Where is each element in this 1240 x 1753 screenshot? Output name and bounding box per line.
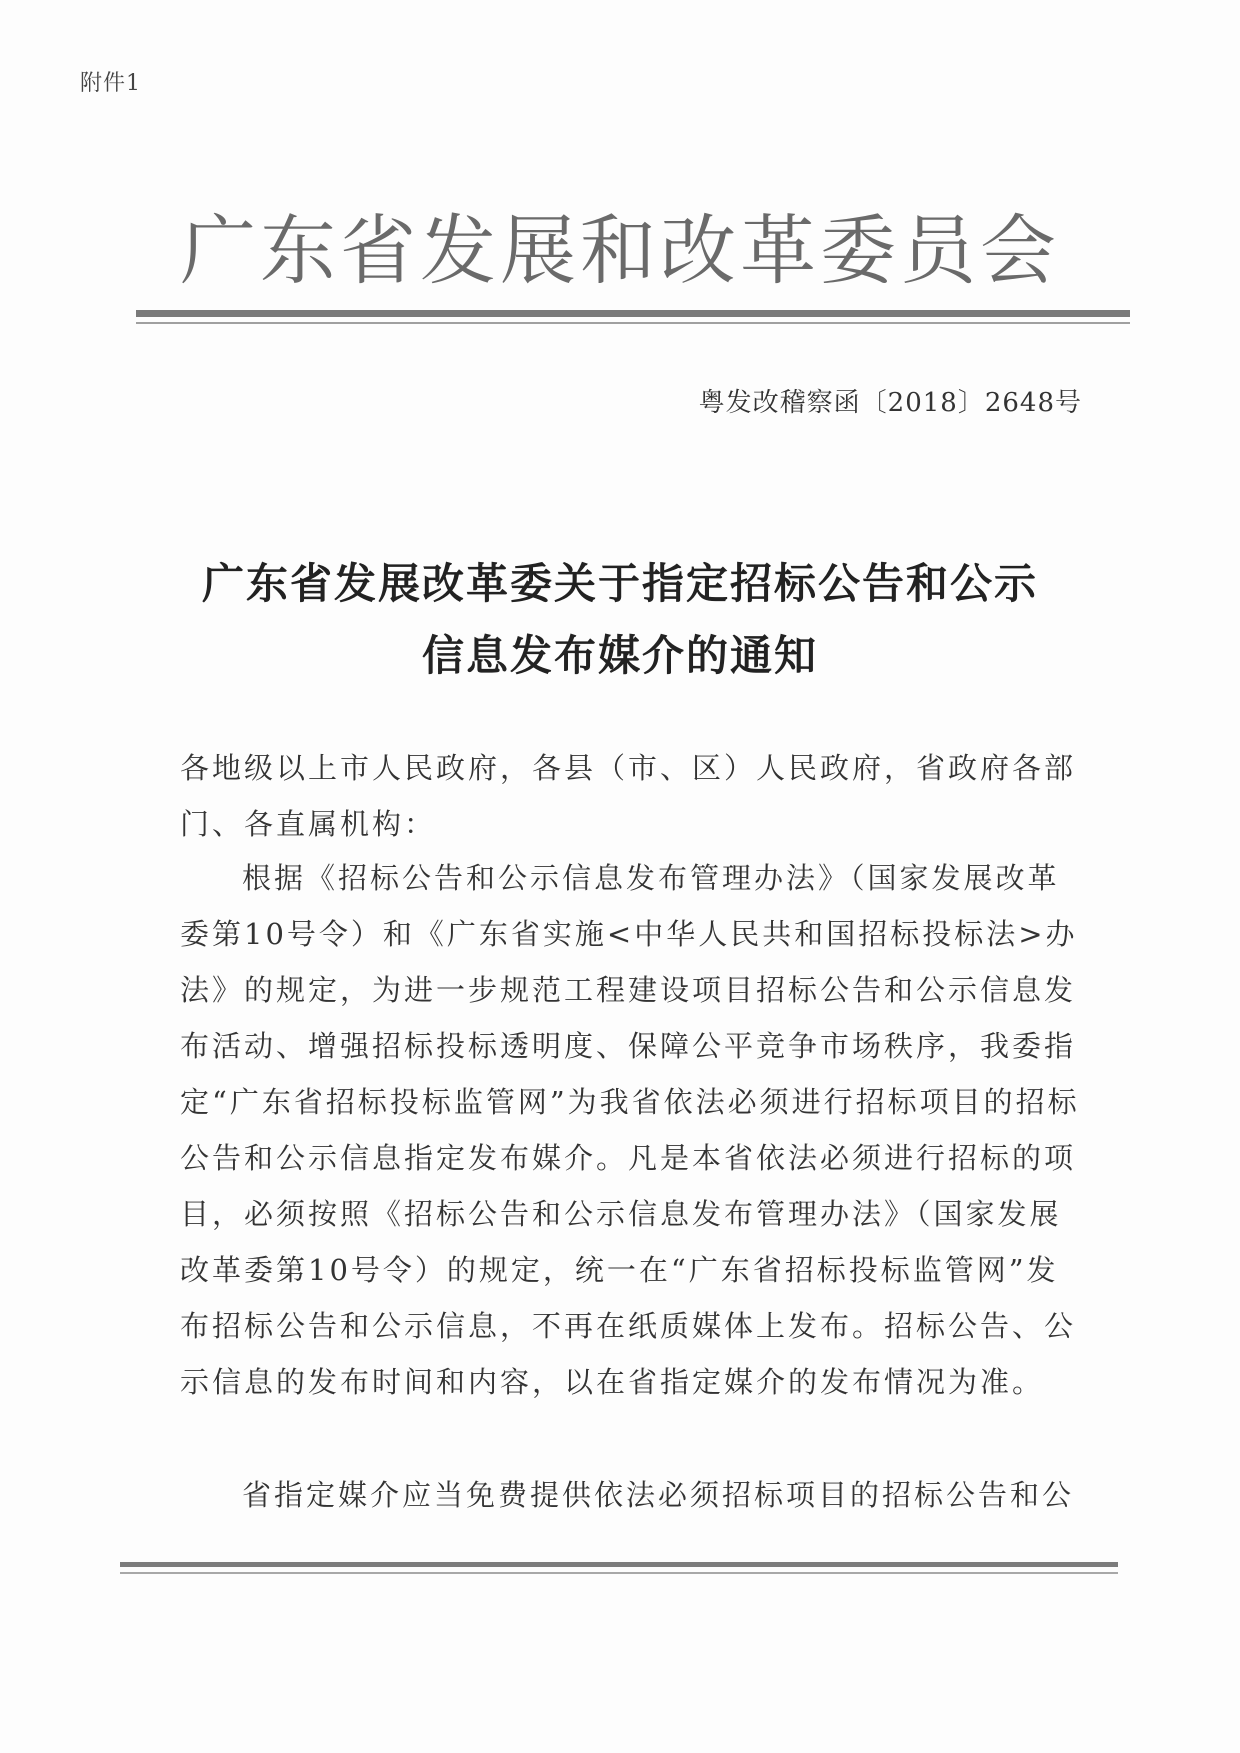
agency-letterhead: 广东省发展和改革委员会 [180, 206, 1060, 295]
title-line-2: 信息发布媒介的通知 [421, 631, 818, 680]
attachment-label: 附件1 [80, 71, 141, 96]
paragraph-2-text: 省指定媒介应当免费提供依法必须招标项目的招标公告和公 [242, 1478, 1075, 1512]
addressee-text: 各地级以上市人民政府，各县（市、区）人民政府，省政府各部门、各直属机构： [180, 751, 1077, 841]
footer-divider [120, 1562, 1118, 1567]
letterhead-divider [136, 310, 1130, 317]
title-line-1: 广东省发展改革委关于指定招标公告和公示 [201, 559, 1038, 608]
letterhead-divider-thin [136, 322, 1130, 324]
addressee-block [180, 740, 1080, 852]
footer-divider-thin [120, 1572, 1118, 1574]
body-paragraph-2 [180, 1467, 1080, 1523]
document-title [0, 548, 1240, 692]
paragraph-1-text: 根据《招标公告和公示信息发布管理办法》（国家发展改革委第10号令）和《广东省实施<中华人民共和国招标投标法>办法》的规定，为进一步规范工程建设项目招标公告和公示信息发布活动、增强招标投标透明度、保障公平竞争市场秩序，我委指定“广东省招标投标监管网”为我省依法必须进行招标项目的招标公告和公示信息指定发布媒介。凡是本省依法必须进行招标的项目，必须按照《招标公告和公示信息发布管理办法》（国家发展改革委第10号令）的规定，统一在“广东省招标投标监管网”发布招标公告和公示信息，不再在纸质媒体上发布。招标公告、公示信息的发布时间和内容，以在省指定媒介的发布情况为准。 [180, 861, 1080, 1399]
body-paragraph-1 [180, 850, 1080, 1410]
document-number: 粤发改稽察函〔2018〕2648号 [698, 388, 1082, 418]
